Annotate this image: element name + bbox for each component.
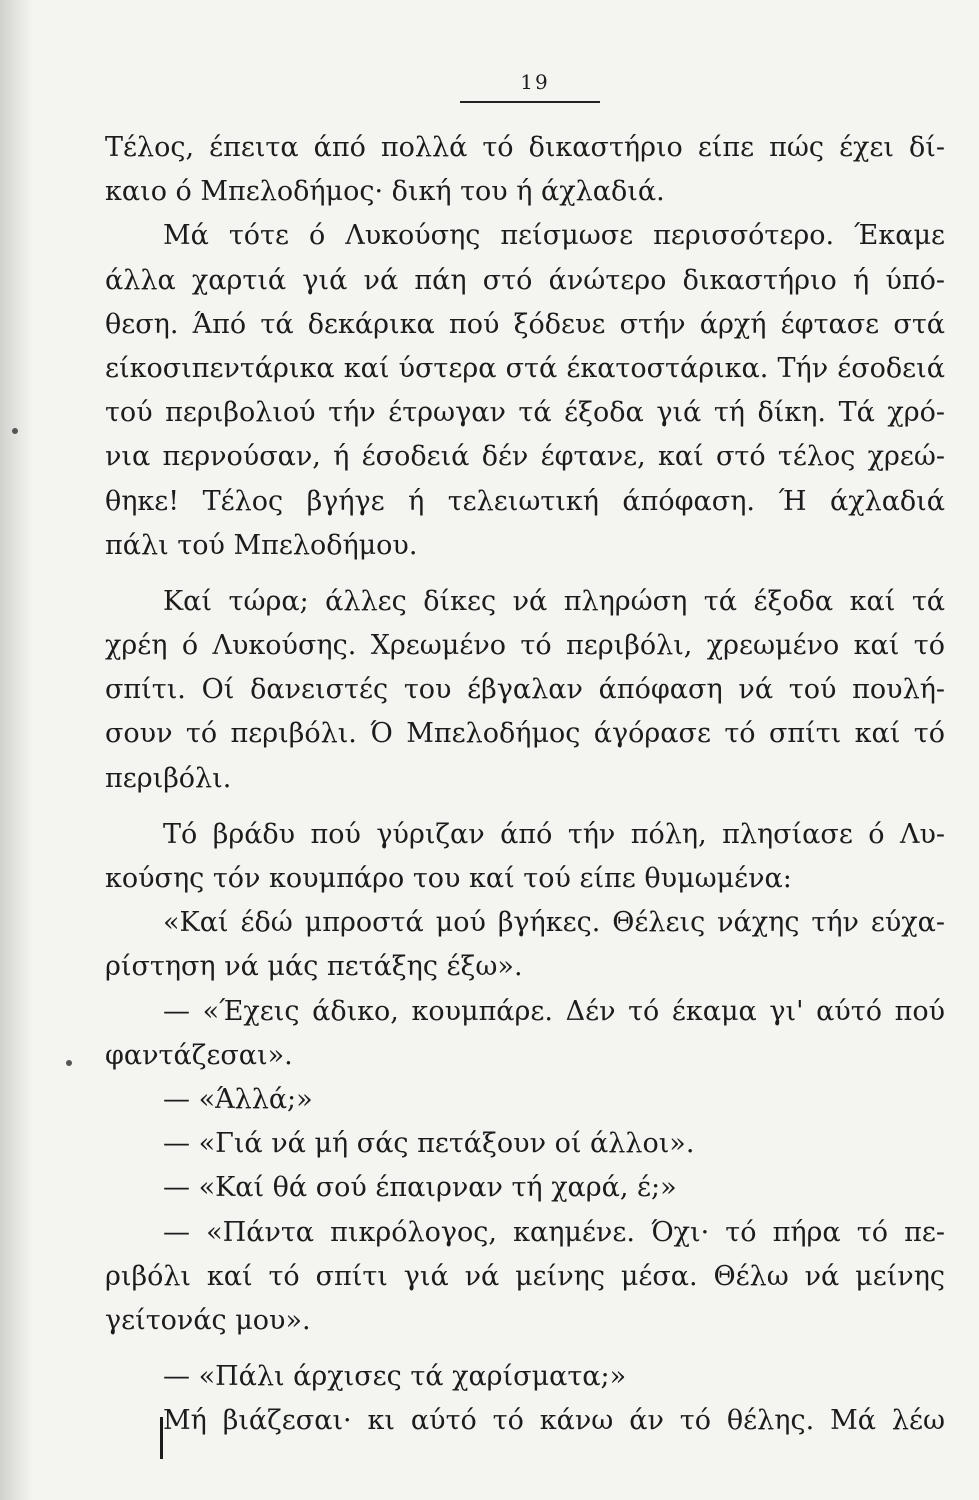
ink-spot bbox=[12, 428, 18, 434]
text-line: «Καί έδώ μπροστά μού βγήκες. Θέλεις νάχης τήν εύχα- bbox=[163, 907, 945, 939]
ink-spot bbox=[66, 1060, 72, 1066]
text-line: Τέλος, έπειτα άπό πολλά τό δικαστήριο είπε πώς έχει δί- bbox=[105, 132, 945, 163]
header-rule bbox=[460, 101, 600, 103]
text-line: περιβόλι. bbox=[105, 762, 232, 794]
text-line: καιο ό Μπελοδήμος· δική του ή άχλαδιά. bbox=[105, 176, 665, 208]
text-line: σπίτι. Οί δανειστές του έβγαλαν άπόφαση νά τού πουλή- bbox=[105, 674, 945, 706]
text-line: άλλα χαρτιά γιά νά πάη στό άνώτερο δικαστήριο ή ύπό- bbox=[105, 264, 945, 296]
text-line: θεση. Άπό τά δεκάρικα πού ξόδευε στήν άρχή έφτασε στά bbox=[105, 308, 945, 340]
text-line: — «Άλλά;» bbox=[163, 1083, 313, 1115]
text-line: σουν τό περιβόλι. Ό Μπελοδήμος άγόρασε τό σπίτι καί τό bbox=[105, 718, 945, 750]
text-line: — «Γιά νά μή σάς πετάξουν οί άλλοι». bbox=[163, 1128, 695, 1160]
text-line: θηκε! Τέλος βγήγε ή τελειωτική άπόφαση. Ή άχλαδιά bbox=[105, 485, 945, 517]
text-line: κούσης τόν κουμπάρο του καί τού είπε θυμωμένα: bbox=[105, 863, 792, 894]
text-line: ριβόλι καί τό σπίτι γιά νά μείνης μέσα. Θέλω νά μείνης bbox=[105, 1260, 945, 1292]
text-line: Καί τώρα; άλλες δίκες νά πληρώση τά έξοδα καί τά bbox=[163, 585, 945, 617]
text-line: ρίστηση νά μάς πετάξης έξω». bbox=[105, 951, 523, 983]
scan-edge-shadow bbox=[0, 0, 34, 1500]
text-line: νια περνούσαν, ή έσοδειά δέν έφτανε, καί στό τέλος χρεώ- bbox=[105, 441, 945, 473]
text-line: — «Καί θά σού έπαιρναν τή χαρά, έ;» bbox=[163, 1172, 677, 1204]
margin-mark bbox=[160, 1417, 163, 1459]
text-line: χρέη ό Λυκούσης. Χρεωμένο τό περιβόλι, χρεωμένο καί τό bbox=[105, 630, 945, 662]
text-line: — «Έχεις άδικο, κουμπάρε. Δέν τό έκαμα γι' αύτό πού bbox=[163, 995, 945, 1027]
page-number: 19 bbox=[520, 70, 550, 94]
text-line: — «Πάλι άρχισες τά χαρίσματα;» bbox=[163, 1361, 627, 1393]
text-line: — «Πάντα πικρόλογος, καημένε. Όχι· τό πήρα τό πε- bbox=[163, 1216, 945, 1248]
text-line: είκοσιπεντάρικα καί ύστερα στά έκατοστάρικα. Τήν έσοδειά bbox=[105, 352, 945, 384]
text-line: Μά τότε ό Λυκούσης πείσμωσε περισσότερο. Έκαμε bbox=[163, 220, 945, 252]
body-text bbox=[105, 126, 945, 1443]
text-line: πάλι τού Μπελοδήμου. bbox=[105, 529, 418, 561]
text-line: φαντάζεσαι». bbox=[105, 1039, 293, 1071]
text-line: γείτονάς μου». bbox=[105, 1304, 311, 1336]
text-line: τού περιβολιού τήν έτρωγαν τά έξοδα γιά τή δίκη. Τά χρό- bbox=[105, 397, 945, 429]
text-line: Μή βιάζεσαι· κι αύτό τό κάνω άν τό θέλης. Μά λέω bbox=[163, 1405, 945, 1437]
text-line: Τό βράδυ πού γύριζαν άπό τήν πόλη, πλησίασε ό Λυ- bbox=[163, 818, 945, 850]
